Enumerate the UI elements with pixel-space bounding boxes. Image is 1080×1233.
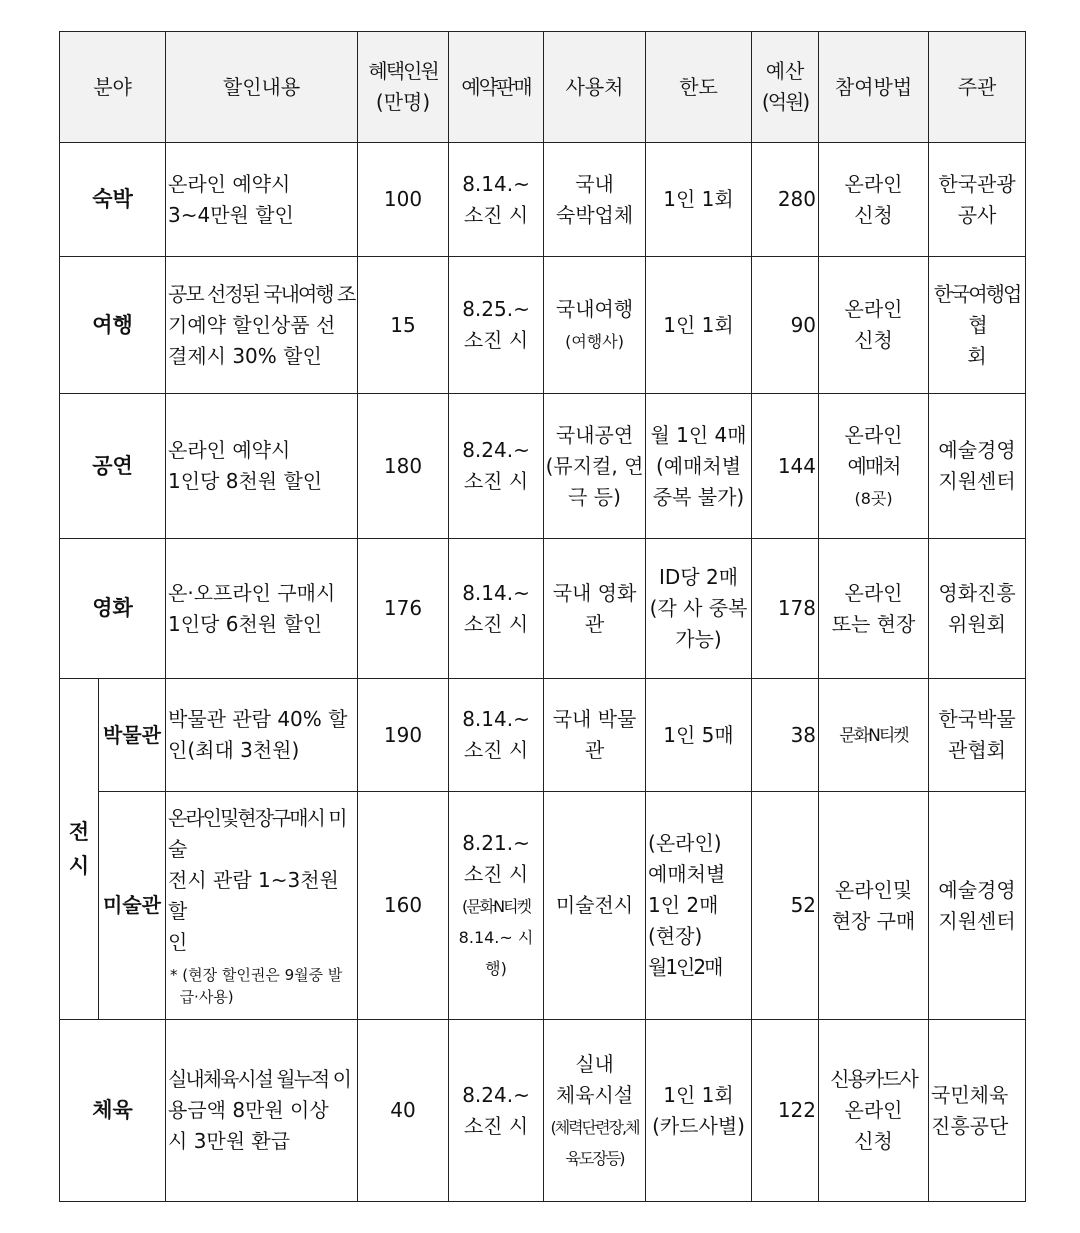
row-beneficiaries: 176 xyxy=(358,539,449,679)
row-presale: 8.21.~ 소진 시 (문화N티켓 8.14.~ 시 행) xyxy=(449,792,544,1020)
row-field: 박물관 xyxy=(99,679,166,792)
header-field: 분야 xyxy=(60,32,166,143)
row-content-note: * (현장 할인권은 9월중 발 급·사용) xyxy=(170,966,343,1006)
row-content: 실내체육시설 월누적 이 용금액 8만원 이상 시 3만원 환급 xyxy=(166,1020,358,1202)
row-organizer: 국민체육 진흥공단 xyxy=(929,1020,1026,1202)
row-content: 온라인및현장구매시 미술 전시 관람 1~3천원 할 인 * (현장 할인권은 9월중 발 급·사용) xyxy=(166,792,358,1020)
header-method: 참여방법 xyxy=(819,32,929,143)
row-content: 온라인 예약시 1인당 8천원 할인 xyxy=(166,394,358,539)
row-field: 여행 xyxy=(60,257,166,394)
row-presale: 8.24.~ 소진 시 xyxy=(449,1020,544,1202)
row-organizer: 한국박물 관협회 xyxy=(929,679,1026,792)
row-limit: ID당 2매 (각 사 중복 가능) xyxy=(646,539,752,679)
row-limit: (온라인) 예매처별 1인 2매 (현장) 월1인2매 xyxy=(646,792,752,1020)
row-content: 공모 선정된 국내여행 조 기예약 할인상품 선 결제시 30% 할인 xyxy=(166,257,358,394)
row-method: 온라인및 현장 구매 xyxy=(819,792,929,1020)
row-method: 문화N티켓 xyxy=(819,679,929,792)
row-beneficiaries: 160 xyxy=(358,792,449,1020)
exhibit-char-2: 시 xyxy=(68,854,90,878)
row-venue: 국내 박물 관 xyxy=(544,679,646,792)
row-content: 박물관 관람 40% 할 인(최대 3천원) xyxy=(166,679,358,792)
row-limit: 월 1인 4매 (예매처별 중복 불가) xyxy=(646,394,752,539)
row-presale: 8.14.~ 소진 시 xyxy=(449,679,544,792)
row-field: 공연 xyxy=(60,394,166,539)
row-venue: 국내 영화 관 xyxy=(544,539,646,679)
row-method: 온라인 신청 xyxy=(819,143,929,257)
header-organizer: 주관 xyxy=(929,32,1026,143)
row-limit: 1인 5매 xyxy=(646,679,752,792)
row-venue: 국내 숙박업체 xyxy=(544,143,646,257)
row-budget: 178 xyxy=(752,539,819,679)
header-presale: 예약판매 xyxy=(449,32,544,143)
table-row xyxy=(60,1020,1026,1202)
row-beneficiaries: 190 xyxy=(358,679,449,792)
row-venue: 국내공연 (뮤지컬, 연 극 등) xyxy=(544,394,646,539)
row-beneficiaries: 15 xyxy=(358,257,449,394)
table-row xyxy=(60,679,1026,792)
row-budget: 38 xyxy=(752,679,819,792)
row-organizer: 예술경영 지원센터 xyxy=(929,792,1026,1020)
table-row xyxy=(60,257,1026,394)
row-organizer: 영화진흥 위원회 xyxy=(929,539,1026,679)
row-field: 미술관 xyxy=(99,792,166,1020)
row-budget: 144 xyxy=(752,394,819,539)
row-beneficiaries: 180 xyxy=(358,394,449,539)
table-row xyxy=(60,143,1026,257)
row-presale: 8.14.~ 소진 시 xyxy=(449,143,544,257)
row-content: 온·오프라인 구매시 1인당 6천원 할인 xyxy=(166,539,358,679)
table-row xyxy=(60,394,1026,539)
row-field: 숙박 xyxy=(60,143,166,257)
row-limit: 1인 1회 xyxy=(646,257,752,394)
row-method: 온라인 신청 xyxy=(819,257,929,394)
header-venue: 사용처 xyxy=(544,32,646,143)
header-content: 할인내용 xyxy=(166,32,358,143)
row-venue: 미술전시 xyxy=(544,792,646,1020)
table-row xyxy=(60,792,1026,1020)
row-presale: 8.25.~ 소진 시 xyxy=(449,257,544,394)
header-limit: 한도 xyxy=(646,32,752,143)
row-beneficiaries: 100 xyxy=(358,143,449,257)
row-method: 신용카드사 온라인 신청 xyxy=(819,1020,929,1202)
row-field: 체육 xyxy=(60,1020,166,1202)
discount-program-table xyxy=(59,31,1026,1202)
row-budget: 280 xyxy=(752,143,819,257)
row-venue: 국내여행 (여행사) xyxy=(544,257,646,394)
exhibit-char-1: 전 xyxy=(68,820,90,844)
row-limit: 1인 1회 xyxy=(646,143,752,257)
header-beneficiaries: 혜택인원 (만명) xyxy=(358,32,449,143)
row-presale: 8.14.~ 소진 시 xyxy=(449,539,544,679)
table-row xyxy=(60,539,1026,679)
row-budget: 90 xyxy=(752,257,819,394)
row-organizer: 예술경영 지원센터 xyxy=(929,394,1026,539)
row-beneficiaries: 40 xyxy=(358,1020,449,1202)
header-budget: 예산 (억원) xyxy=(752,32,819,143)
row-content: 온라인 예약시 3~4만원 할인 xyxy=(166,143,358,257)
row-group-exhibit xyxy=(60,679,99,1020)
row-limit: 1인 1회 (카드사별) xyxy=(646,1020,752,1202)
row-field: 영화 xyxy=(60,539,166,679)
row-method: 온라인 또는 현장 xyxy=(819,539,929,679)
row-budget: 122 xyxy=(752,1020,819,1202)
row-budget: 52 xyxy=(752,792,819,1020)
row-method: 온라인 예매처 (8곳) xyxy=(819,394,929,539)
row-organizer: 한국여행업협 회 xyxy=(929,257,1026,394)
row-presale: 8.24.~ 소진 시 xyxy=(449,394,544,539)
row-organizer: 한국관광 공사 xyxy=(929,143,1026,257)
header-row xyxy=(60,32,1026,143)
row-venue: 실내 체육시설 (체력단련장,체 육도장등) xyxy=(544,1020,646,1202)
